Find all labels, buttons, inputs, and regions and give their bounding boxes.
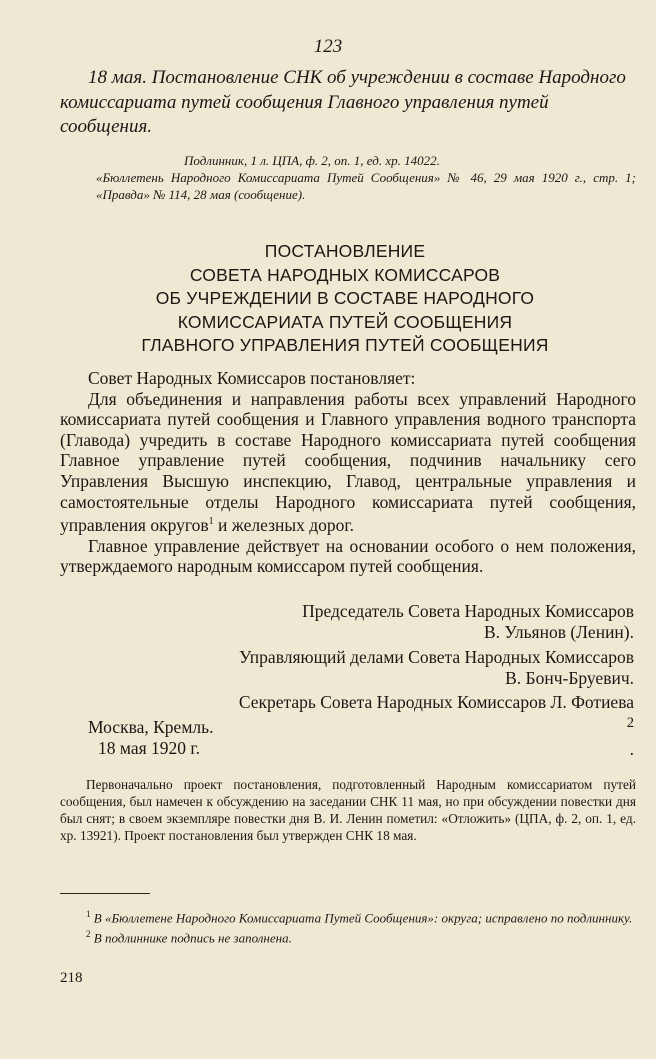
decree-title-line: ОБ УЧРЕЖДЕНИИ В СОСТАВЕ НАРОДНОГО xyxy=(155,288,535,308)
signature-title: Управляющий делами Совета Народных Комиссаров xyxy=(238,647,634,667)
decree-paragraph-text: Для объединения и направления работы всех управлений Народного комиссариата путей сообщения и Главного управления водного транспорта (Главода) учредить в составе Народного комиссариата путей сообщения Главное управление путей сообщения, подчинив начальнику сего Управления Высшую инспекцию, Главод, центральные управления и самостоятельные отделы Народного комиссариата путей сообщения, управления округов xyxy=(60,388,636,535)
decree-intro: Совет Народных Комиссаров постановляет: xyxy=(88,368,416,388)
source-note-line: Подлинник, 1 л. ЦПА, ф. 2, оп. 1, ед. хр. 14022. xyxy=(184,153,440,168)
signature-name: В. Ульянов (Ленин). xyxy=(484,622,634,642)
signature-name: В. Бонч-Бруевич. xyxy=(505,668,634,688)
footnote xyxy=(60,926,636,946)
page-number: 218 xyxy=(60,970,83,986)
place: Москва, Кремль. xyxy=(88,717,214,737)
footnote-ref: 1 xyxy=(208,516,214,528)
source-note xyxy=(96,152,636,203)
decree-title xyxy=(60,240,630,358)
signature-end: . xyxy=(629,738,634,759)
document-number: 123 xyxy=(313,36,343,57)
decree-paragraph xyxy=(60,389,636,536)
date: 18 мая 1920 г. xyxy=(98,738,200,758)
footnote-ref: 2 xyxy=(626,715,634,731)
source-note-line: «Бюллетень Народного Комиссариата Путей Сообщения» № 46, 29 мая 1920 г., стр. 1; «Правда» № 114, 28 мая (сообщение). xyxy=(96,170,636,202)
decree-title-line: СОВЕТА НАРОДНЫХ КОМИССАРОВ xyxy=(189,264,501,285)
editor-note: Первоначально проект постановления, подготовленный Народным комиссариатом путей сообщения, был намечен к обсуждению на заседании СНК 11 мая, но при обсуждении повестки дня был снят; в своем экземпляре повестки дня В. И. Ленин пометил: «Отложить» (ЦПА, ф. 2, оп. 1, ед. хр. 13921). Проект постановления был утвержден СНК 18 мая. xyxy=(60,777,636,843)
signature-chair xyxy=(302,601,634,643)
footnote-divider xyxy=(60,893,150,894)
signature-secretary xyxy=(239,692,634,760)
decree-title-line: КОМИССАРИАТА ПУТЕЙ СООБЩЕНИЯ xyxy=(177,311,513,332)
place-date xyxy=(88,717,213,759)
footnote-mark: 2 xyxy=(86,929,91,940)
signature-manager xyxy=(239,647,634,689)
decree-paragraph-text: и железных дорог. xyxy=(213,514,354,535)
decree-title-line: ПОСТАНОВЛЕНИЕ xyxy=(264,241,426,261)
footnote-mark: 1 xyxy=(86,909,91,919)
footnotes xyxy=(60,906,636,947)
signature-title: Председатель Совета Народных Комиссаров xyxy=(302,601,634,621)
footnote-text: В «Бюллетене Народного Комиссариата Путей Сообщения»: округа; исправлено по подлиннику. xyxy=(93,910,633,926)
signature-line xyxy=(239,692,634,760)
decree-body xyxy=(60,368,636,577)
footnote-text: В подлиннике подпись не заполнена. xyxy=(93,930,292,946)
footnote xyxy=(60,906,636,926)
signature-secretary-text: Секретарь Совета Народных Комиссаров Л. Фотиева xyxy=(238,692,634,712)
decree-paragraph: Главное управление действует на основании особого о нем положения, утверждаемого народным комиссаром путей сообщения. xyxy=(60,535,636,577)
document-header: 18 мая. Постановление СНК об учреждении в составе Народного комиссариата путей сообщения Главного управления путей сообщения. xyxy=(60,67,626,137)
decree-title-line: ГЛАВНОГО УПРАВЛЕНИЯ ПУТЕЙ СООБЩЕНИЯ xyxy=(141,335,549,355)
